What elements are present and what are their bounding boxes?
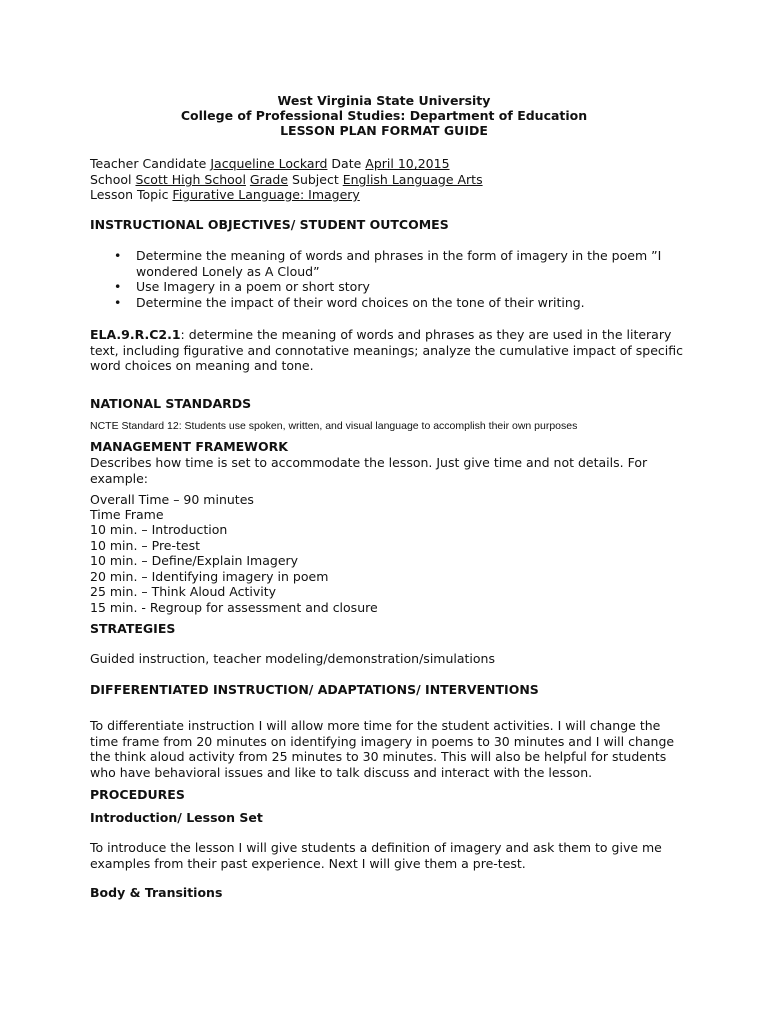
differentiated-text: To differentiate instruction I will allow more time for the student activities. I will change the time frame from 20 minutes on identifying imagery in poems to 30 minutes and I will change the think aloud activity from 25 minutes to 30 minutes. This will also be helpful for students who have behavioral issues and like to talk discuss and interact with the lesson. — [90, 718, 675, 780]
schedule-item: 10 min. – Pre-test — [90, 537, 201, 553]
objectives-list — [90, 248, 684, 310]
objective-item: • Determine the meaning of words and phrases in the form of imagery in the poem ”I wondered Lonely as A Cloud” — [90, 248, 684, 279]
standard-code: ELA.9.R.C2.1 — [90, 327, 181, 342]
topic-line — [90, 187, 684, 203]
standard-text: : determine the meaning of words and phrases as they are used in the literary text, including figurative and connotative meanings; analyze the cumulative impact of specific word choices on meaning and tone. — [90, 327, 683, 373]
procedures-heading: PROCEDURES — [90, 787, 185, 802]
schedule-item: 10 min. – Introduction — [90, 522, 228, 537]
management-intro: Describes how time is set to accommodate the lesson. Just give time and not details. For example: — [90, 455, 648, 486]
schedule-item: 25 min. – Think Aloud Activity — [90, 584, 277, 599]
school-value: Scott High School — [135, 172, 246, 187]
date-value: April 10,2015 — [365, 156, 450, 171]
objective-item: • Use Imagery in a poem or short story — [90, 279, 684, 295]
teacher-line — [90, 156, 684, 172]
university-title: West Virginia State University — [277, 93, 491, 108]
body-heading: Body & Transitions — [90, 885, 223, 900]
school-line — [90, 172, 684, 188]
subject-value: English Language Arts — [342, 172, 483, 187]
date-label: Date — [327, 156, 366, 171]
intro-heading: Introduction/ Lesson Set — [90, 810, 263, 825]
college-title: College of Professional Studies: Department of Education — [180, 108, 588, 123]
strategies-heading: STRATEGIES — [90, 621, 176, 636]
objective-item: • Determine the impact of their word choices on the tone of their writing. — [90, 295, 684, 311]
subject-label: Subject — [288, 172, 343, 187]
national-standards-heading: NATIONAL STANDARDS — [90, 396, 252, 411]
schedule-list — [90, 522, 684, 615]
schedule-item: 10 min. – Define/Explain Imagery — [90, 553, 299, 568]
ela-standard — [90, 327, 684, 374]
topic-value: Figurative Language: Imagery — [172, 187, 360, 202]
school-label: School — [90, 172, 136, 187]
objectives-heading: INSTRUCTIONAL OBJECTIVES/ STUDENT OUTCOMES — [90, 217, 449, 232]
topic-label: Lesson Topic — [90, 187, 173, 202]
teacher-value: Jacqueline Lockard — [210, 156, 328, 171]
guide-title: LESSON PLAN FORMAT GUIDE — [280, 123, 488, 138]
overall-time: Overall Time – 90 minutes — [90, 492, 254, 507]
ncte-standard: NCTE Standard 12: Students use spoken, written, and visual language to accomplish their own purposes — [90, 420, 578, 432]
differentiated-heading: DIFFERENTIATED INSTRUCTION/ ADAPTATIONS/ INTERVENTIONS — [90, 682, 539, 697]
intro-text: To introduce the lesson I will give students a definition of imagery and ask them to give me examples from their past experience. Next I will give them a pre-test. — [90, 840, 662, 871]
management-heading: MANAGEMENT FRAMEWORK — [90, 439, 288, 454]
teacher-label: Teacher Candidate — [90, 156, 211, 171]
grade-value: Grade — [249, 172, 289, 187]
strategies-text: Guided instruction, teacher modeling/demonstration/simulations — [90, 651, 495, 666]
schedule-item: 15 min. - Regroup for assessment and closure — [90, 599, 378, 615]
schedule-item: 20 min. – Identifying imagery in poem — [90, 568, 329, 584]
time-frame-label: Time Frame — [90, 507, 164, 522]
